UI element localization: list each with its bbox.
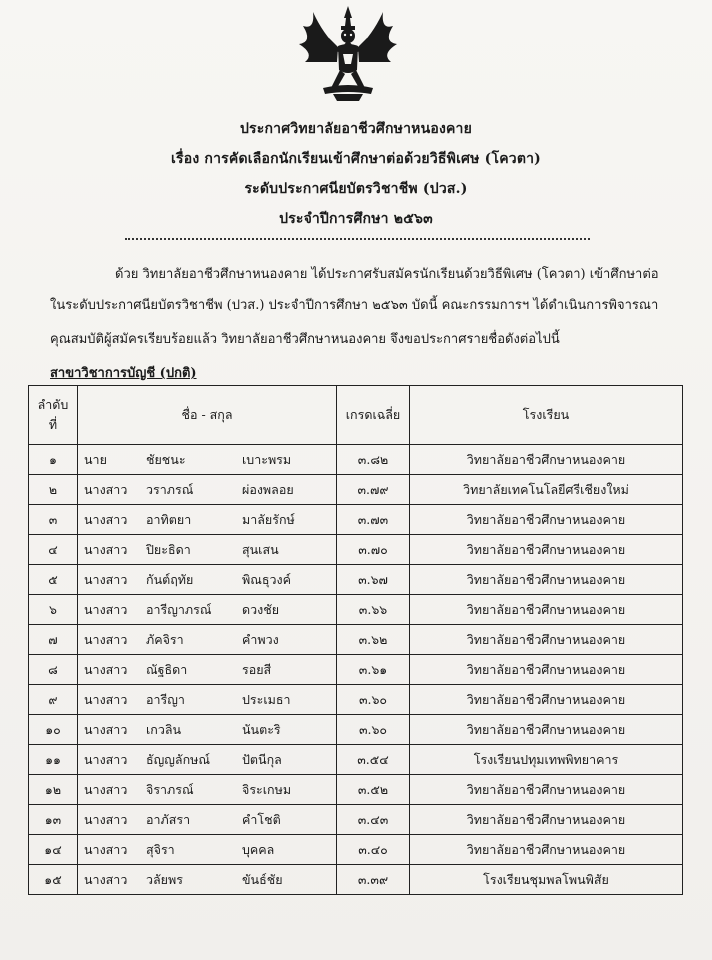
row-name-title: นางสาว bbox=[78, 865, 147, 895]
row-name-title: นางสาว bbox=[78, 505, 147, 535]
row-first-name: วราภรณ์ bbox=[146, 475, 242, 505]
row-last-name: เบาะพรม bbox=[242, 445, 337, 475]
row-name-title: นางสาว bbox=[78, 625, 147, 655]
table-row bbox=[29, 775, 683, 805]
announcement-year: ประจำปีการศึกษา ๒๕๖๓ bbox=[279, 211, 433, 227]
row-last-name: นันตะริ bbox=[242, 715, 337, 745]
row-last-name: ผ่องพลอย bbox=[242, 475, 337, 505]
table-row bbox=[29, 745, 683, 775]
row-gpa: ๓.๖๐ bbox=[337, 715, 410, 745]
row-number: ๑๐ bbox=[29, 715, 78, 745]
row-number: ๕ bbox=[29, 565, 78, 595]
row-school: วิทยาลัยอาชีวศึกษาหนองคาย bbox=[410, 685, 683, 715]
row-last-name: คำโชติ bbox=[242, 805, 337, 835]
body-line-3: คุณสมบัติผู้สมัครเรียบร้อยแล้ว วิทยาลัยอาชีวศึกษาหนองคาย จึงขอประกาศรายชื่อดังต่อไปนี้ bbox=[50, 332, 560, 347]
row-gpa: ๓.๖๒ bbox=[337, 625, 410, 655]
row-first-name: ปิยะธิดา bbox=[146, 535, 242, 565]
table-row bbox=[29, 535, 683, 565]
row-gpa: ๓.๗๓ bbox=[337, 505, 410, 535]
row-gpa: ๓.๔๐ bbox=[337, 835, 410, 865]
table-row bbox=[29, 685, 683, 715]
garuda-emblem-icon bbox=[293, 4, 403, 104]
results-table bbox=[28, 385, 683, 895]
row-school: วิทยาลัยอาชีวศึกษาหนองคาย bbox=[410, 505, 683, 535]
header-no-line1: ลำดับ bbox=[37, 397, 69, 412]
row-school: วิทยาลัยอาชีวศึกษาหนองคาย bbox=[410, 595, 683, 625]
header-name: ชื่อ - สกุล bbox=[78, 386, 337, 445]
row-number: ๖ bbox=[29, 595, 78, 625]
row-last-name: พิณธุวงค์ bbox=[242, 565, 337, 595]
table-row bbox=[29, 805, 683, 835]
row-last-name: ปัตนีกุล bbox=[242, 745, 337, 775]
row-first-name: อาภัสรา bbox=[146, 805, 242, 835]
row-name-title: นางสาว bbox=[78, 835, 147, 865]
announcement-title: ประกาศวิทยาลัยอาชีวศึกษาหนองคาย bbox=[239, 121, 473, 137]
row-gpa: ๓.๖๖ bbox=[337, 595, 410, 625]
header-school: โรงเรียน bbox=[410, 386, 683, 445]
row-first-name: ชัยชนะ bbox=[146, 445, 242, 475]
table-row bbox=[29, 865, 683, 895]
header-no-line2: ที่ bbox=[48, 417, 58, 432]
row-school: โรงเรียนชุมพลโพนพิสัย bbox=[410, 865, 683, 895]
row-name-title: นางสาว bbox=[78, 565, 147, 595]
row-school: วิทยาลัยเทคโนโลยีศรีเชียงใหม่ bbox=[410, 475, 683, 505]
announcement-level: ระดับประกาศนียบัตรวิชาชีพ (ปวส.) bbox=[244, 181, 468, 197]
row-gpa: ๓.๖๑ bbox=[337, 655, 410, 685]
row-first-name: อาทิตยา bbox=[146, 505, 242, 535]
row-first-name: เกวลิน bbox=[146, 715, 242, 745]
row-name-title: นางสาว bbox=[78, 715, 147, 745]
row-number: ๒ bbox=[29, 475, 78, 505]
row-first-name: ธัญญลักษณ์ bbox=[146, 745, 242, 775]
table-row bbox=[29, 715, 683, 745]
row-name-title: นางสาว bbox=[78, 655, 147, 685]
header-no bbox=[29, 386, 78, 445]
body-line-2: ในระดับประกาศนียบัตรวิชาชีพ (ปวส.) ประจำปีการศึกษา ๒๕๖๓ บัดนี้ คณะกรรมการฯ ได้ดำเนินการพิจารณา bbox=[50, 298, 659, 313]
row-name-title: นางสาว bbox=[78, 595, 147, 625]
row-name-title: นางสาว bbox=[78, 685, 147, 715]
header-gpa: เกรดเฉลี่ย bbox=[337, 386, 410, 445]
section-title: สาขาวิชาการบัญชี (ปกติ) bbox=[50, 366, 197, 381]
table-row bbox=[29, 835, 683, 865]
table-row bbox=[29, 445, 683, 475]
row-first-name: ณัฐธิดา bbox=[146, 655, 242, 685]
table-row bbox=[29, 625, 683, 655]
row-name-title: นางสาว bbox=[78, 535, 147, 565]
row-school: วิทยาลัยอาชีวศึกษาหนองคาย bbox=[410, 715, 683, 745]
row-number: ๙ bbox=[29, 685, 78, 715]
announcement-subject: เรื่อง การคัดเลือกนักเรียนเข้าศึกษาต่อด้วยวิธีพิเศษ (โควตา) bbox=[171, 151, 541, 167]
row-number: ๑๔ bbox=[29, 835, 78, 865]
row-last-name: ประเมธา bbox=[242, 685, 337, 715]
row-number: ๑๓ bbox=[29, 805, 78, 835]
row-last-name: สุนเสน bbox=[242, 535, 337, 565]
table-row bbox=[29, 565, 683, 595]
row-name-title: นางสาว bbox=[78, 475, 147, 505]
row-last-name: มาลัยรักษ์ bbox=[242, 505, 337, 535]
row-school: วิทยาลัยอาชีวศึกษาหนองคาย bbox=[410, 445, 683, 475]
row-last-name: คำพวง bbox=[242, 625, 337, 655]
row-number: ๓ bbox=[29, 505, 78, 535]
row-first-name: อารีญา bbox=[146, 685, 242, 715]
row-number: ๑ bbox=[29, 445, 78, 475]
row-first-name: อารีญาภรณ์ bbox=[146, 595, 242, 625]
row-school: โรงเรียนปทุมเทพพิทยาคาร bbox=[410, 745, 683, 775]
row-first-name: กันต์ฤทัย bbox=[146, 565, 242, 595]
row-gpa: ๓.๓๙ bbox=[337, 865, 410, 895]
row-school: วิทยาลัยอาชีวศึกษาหนองคาย bbox=[410, 625, 683, 655]
row-first-name: ภัคจิรา bbox=[146, 625, 242, 655]
row-number: ๑๑ bbox=[29, 745, 78, 775]
dotted-divider bbox=[125, 238, 590, 240]
row-gpa: ๓.๔๓ bbox=[337, 805, 410, 835]
row-last-name: ขันธ์ชัย bbox=[242, 865, 337, 895]
row-last-name: รอยสี bbox=[242, 655, 337, 685]
row-name-title: นาย bbox=[78, 445, 147, 475]
row-number: ๑๒ bbox=[29, 775, 78, 805]
row-school: วิทยาลัยอาชีวศึกษาหนองคาย bbox=[410, 535, 683, 565]
row-gpa: ๓.๗๐ bbox=[337, 535, 410, 565]
row-name-title: นางสาว bbox=[78, 745, 147, 775]
table-row bbox=[29, 505, 683, 535]
row-school: วิทยาลัยอาชีวศึกษาหนองคาย bbox=[410, 565, 683, 595]
table-row bbox=[29, 655, 683, 685]
row-name-title: นางสาว bbox=[78, 775, 147, 805]
row-last-name: บุคคล bbox=[242, 835, 337, 865]
row-gpa: ๓.๖๗ bbox=[337, 565, 410, 595]
table-row bbox=[29, 595, 683, 625]
row-last-name: ดวงชัย bbox=[242, 595, 337, 625]
row-first-name: วลัยพร bbox=[146, 865, 242, 895]
table-header-row bbox=[29, 386, 683, 445]
table-row bbox=[29, 475, 683, 505]
row-gpa: ๓.๕๔ bbox=[337, 745, 410, 775]
row-number: ๑๕ bbox=[29, 865, 78, 895]
row-name-title: นางสาว bbox=[78, 805, 147, 835]
row-last-name: จิระเกษม bbox=[242, 775, 337, 805]
row-number: ๗ bbox=[29, 625, 78, 655]
row-gpa: ๓.๗๙ bbox=[337, 475, 410, 505]
row-gpa: ๓.๘๒ bbox=[337, 445, 410, 475]
row-school: วิทยาลัยอาชีวศึกษาหนองคาย bbox=[410, 775, 683, 805]
row-number: ๔ bbox=[29, 535, 78, 565]
row-school: วิทยาลัยอาชีวศึกษาหนองคาย bbox=[410, 835, 683, 865]
row-first-name: จิราภรณ์ bbox=[146, 775, 242, 805]
row-first-name: สุจิรา bbox=[146, 835, 242, 865]
row-school: วิทยาลัยอาชีวศึกษาหนองคาย bbox=[410, 805, 683, 835]
row-school: วิทยาลัยอาชีวศึกษาหนองคาย bbox=[410, 655, 683, 685]
body-line-1: ด้วย วิทยาลัยอาชีวศึกษาหนองคาย ได้ประกาศรับสมัครนักเรียนด้วยวิธีพิเศษ (โควตา) เข้าศึกษาต่อ bbox=[115, 267, 659, 282]
row-gpa: ๓.๖๐ bbox=[337, 685, 410, 715]
row-number: ๘ bbox=[29, 655, 78, 685]
row-gpa: ๓.๕๒ bbox=[337, 775, 410, 805]
